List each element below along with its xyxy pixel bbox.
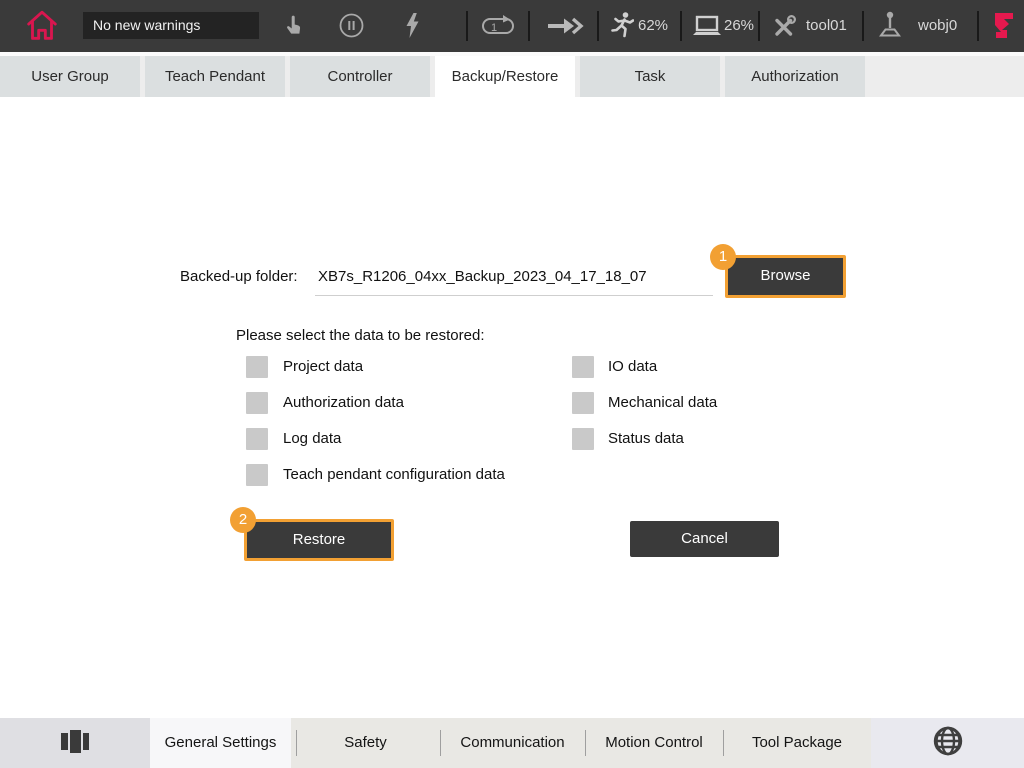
nav-safety[interactable]: Safety	[344, 734, 387, 751]
bottom-nav-bar	[0, 718, 1024, 768]
status-divider	[758, 11, 760, 41]
backup-restore-panel	[0, 97, 1024, 718]
tools-icon[interactable]	[770, 13, 797, 40]
runner-icon[interactable]	[610, 11, 634, 40]
monitor-value[interactable]: 26%	[724, 17, 755, 34]
pause-icon[interactable]	[338, 12, 365, 39]
nav-motion-control[interactable]: Motion Control	[605, 734, 703, 751]
run-speed-value[interactable]: 62%	[638, 17, 669, 34]
checkbox-label: IO data	[608, 358, 658, 375]
tabs	[0, 56, 865, 97]
checkbox-io-data[interactable]	[572, 356, 594, 378]
step-badge-1: 1	[710, 244, 736, 270]
robot-logo	[992, 9, 1016, 48]
tab-user-group[interactable]: User Group	[0, 56, 140, 97]
checkbox-label: Status data	[608, 430, 684, 447]
checkbox-label: Authorization data	[283, 394, 404, 411]
work-object-selector[interactable]: wobj0	[918, 17, 958, 34]
globe-icon	[930, 723, 966, 764]
checkbox-log-data[interactable]	[246, 428, 268, 450]
browse-button[interactable]: Browse	[725, 255, 846, 298]
status-divider	[977, 11, 979, 41]
checkbox-label: Teach pendant configuration data	[283, 466, 505, 483]
status-divider	[597, 11, 599, 41]
backup-folder-field[interactable]: XB7s_R1206_04xx_Backup_2023_04_17_18_07	[318, 268, 647, 285]
home-button[interactable]	[23, 7, 61, 50]
checkbox-status-data[interactable]	[572, 428, 594, 450]
tab-task[interactable]: Task	[580, 56, 720, 97]
checkbox-label: Log data	[283, 430, 342, 447]
tab-bar	[0, 52, 1024, 97]
cycle-count: 1	[490, 22, 498, 34]
warning-message-box[interactable]: No new warnings	[83, 12, 259, 39]
status-bar	[0, 0, 1024, 52]
cancel-button[interactable]: Cancel	[630, 521, 779, 557]
tab-backup-restore[interactable]: Backup/Restore	[435, 56, 575, 97]
checkbox-label: Project data	[283, 358, 364, 375]
fast-forward-icon[interactable]	[546, 15, 584, 37]
menu-panel-button[interactable]	[0, 718, 150, 768]
status-divider	[680, 11, 682, 41]
checkbox-teach-pendant-config-data[interactable]	[246, 464, 268, 486]
tab-authorization[interactable]: Authorization	[725, 56, 865, 97]
columns-icon	[58, 726, 92, 761]
home-icon	[23, 32, 61, 49]
status-divider	[862, 11, 864, 41]
tool-selector[interactable]: tool01	[806, 17, 847, 34]
checkbox-mechanical-data[interactable]	[572, 392, 594, 414]
tab-teach-pendant[interactable]: Teach Pendant	[145, 56, 285, 97]
laptop-icon[interactable]	[692, 15, 722, 38]
step-badge-2: 2	[230, 507, 256, 533]
checkbox-project-data[interactable]	[246, 356, 268, 378]
checkbox-authorization-data[interactable]	[246, 392, 268, 414]
language-button[interactable]	[871, 718, 1024, 768]
joystick-icon[interactable]	[876, 10, 904, 41]
tab-controller[interactable]: Controller	[290, 56, 430, 97]
hand-icon[interactable]	[281, 13, 305, 39]
restore-button[interactable]: Restore	[244, 519, 394, 561]
select-data-prompt: Please select the data to be restored:	[236, 327, 485, 344]
status-divider	[466, 11, 468, 41]
lightning-icon[interactable]	[403, 11, 421, 40]
nav-general-settings[interactable]: General Settings	[150, 718, 291, 768]
nav-communication[interactable]: Communication	[460, 734, 565, 751]
backup-folder-underline	[315, 295, 713, 296]
checkbox-label: Mechanical data	[608, 394, 718, 411]
status-divider	[528, 11, 530, 41]
nav-tool-package[interactable]: Tool Package	[751, 734, 843, 751]
cycle-icon[interactable]	[480, 14, 516, 38]
backup-folder-label: Backed-up folder:	[180, 268, 298, 285]
